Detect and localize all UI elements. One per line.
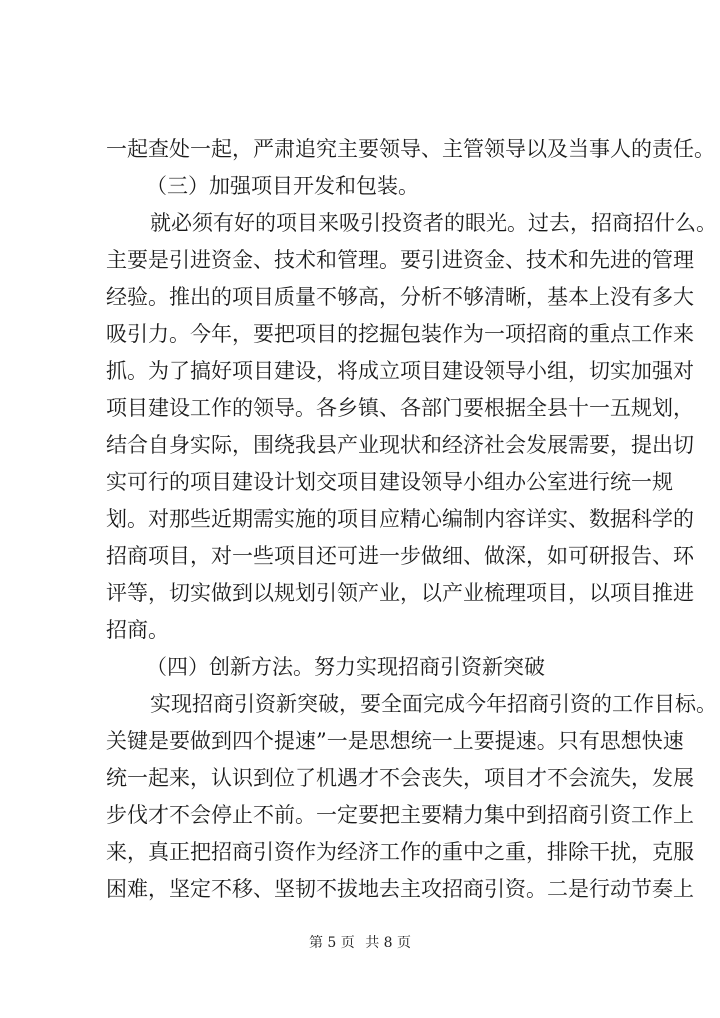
- paragraph-line: 一起查处一起，严肃追究主要领导、主管领导以及当事人的责任。: [106, 137, 715, 161]
- paragraph-line: 困难，坚定不移、坚韧不拔地去主攻招商引资。二是行动节奏上: [106, 877, 694, 901]
- page-number: 第 5 页: [308, 935, 355, 951]
- paragraph-line: 就必须有好的项目来吸引投资者的眼光。过去，招商招什么。: [150, 211, 717, 235]
- section-heading-3: （三）加强项目开发和包装。: [146, 174, 419, 198]
- paragraph-line: 评等，切实做到以规划引领产业，以产业梳理项目，以项目推进: [106, 581, 694, 605]
- paragraph-line: 吸引力。今年，要把项目的挖掘包装作为一项招商的重点工作来: [106, 322, 694, 346]
- paragraph-line: 关键是要做到四个提速”一是思想统一上要提速。只有思想快速: [106, 729, 684, 753]
- section-heading-4: （四）创新方法。努力实现招商引资新突破: [146, 655, 545, 679]
- paragraph-line: 统一起来，认识到位了机遇才不会丧失，项目才不会流失，发展: [106, 766, 694, 790]
- page-footer: [0, 933, 720, 953]
- paragraph-line: 来，真正把招商引资作为经济工作的重中之重，排除干扰，克服: [106, 840, 694, 864]
- paragraph-line: 实现招商引资新突破，要全面完成今年招商引资的工作目标。: [150, 692, 717, 716]
- paragraph-line: 步伐才不会停止不前。一定要把主要精力集中到招商引资工作上: [106, 803, 694, 827]
- paragraph-line: 抓。为了搞好项目建设，将成立项目建设领导小组，切实加强对: [106, 359, 694, 383]
- paragraph-line: 结合自身实际，围绕我县产业现状和经济社会发展需要，提出切: [106, 433, 694, 457]
- paragraph-line: 划。对那些近期需实施的项目应精心编制内容详实、数据科学的: [106, 507, 694, 531]
- paragraph-line: 项目建设工作的领导。各乡镇、各部门要根据全县十一五规划，: [106, 396, 694, 420]
- paragraph-line: 招商。: [106, 618, 169, 642]
- paragraph-line: 实可行的项目建设计划交项目建设领导小组办公室进行统一规: [106, 470, 673, 494]
- paragraph-line: 招商项目，对一些项目还可进一步做细、做深，如可研报告、环: [106, 544, 694, 568]
- paragraph-line: 主要是引进资金、技术和管理。要引进资金、技术和先进的管理: [106, 248, 694, 272]
- page-total: 共 8 页: [365, 935, 412, 951]
- paragraph-line: 经验。推出的项目质量不够高，分析不够清晰，基本上没有多大: [106, 285, 694, 309]
